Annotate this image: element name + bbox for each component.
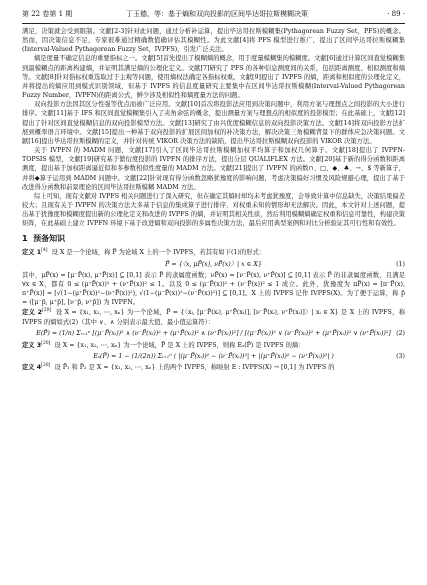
article-body <box>22 27 405 579</box>
definition-2 <box>22 308 405 326</box>
definition-label: 定义 3 <box>22 341 42 349</box>
paragraph: 关于 IVPFN 的 MADM 问题，文献[17]引入了区间毕达哥拉斯模糊加权平均算子和加权几何算子。文献[18]提出了 IVPFN-TOPSIS 模型，文献[19]研究基于繁衍度投影的 IVPFN 的排序方法，提出分层 QUALIFLEX 方法。文献[20]基于新的得分函数和距离测度，提出基于加权距离逼近似和多参数相似性度量的 MADM 方法。文献[21]提出了 IVPFN 的函数∩、□、◆、♣、→、$ 等新算子，并将◆算子运用到 MADM 问题中。文献[22]针对现有得分函数忽略犹豫度的影响问题，考虑决策偏好习惯及风险规避心理，提出了基于改进得分函数和前景理论的区间毕达哥拉斯模糊 MADM 方法。 <box>22 147 405 191</box>
equation-3 <box>22 352 405 361</box>
definition-3 <box>22 341 405 350</box>
definition-1 <box>22 248 405 257</box>
equation-formula: Eₛ(P̃) = 1 − (1/(2n)) Σᵢ₌₁ⁿ ( |(μ⁻P̃(xᵢ))² − (ν⁻P̃(xᵢ))²| + |(μ⁺P̃(xᵢ))² − (ν⁺P̃(xᵢ))²| ) <box>93 352 334 360</box>
journal-volume: 第 22 卷第 1 期 <box>22 10 73 18</box>
running-title: 丁玉德，等：基于熵和双向投影的区间毕达哥拉斯模糊决策 <box>126 10 308 18</box>
definition-text: 设 P̃₁ 和 P̃₂ 是 X = {x₁, x₂, ⋯, xₙ} 上的两个 IVPFS，称映射 E : IVPFS(X) → [0,1] 为 IVPFS 的 <box>54 364 335 371</box>
definition-label: 定义 2 <box>22 309 42 317</box>
equation-number: (3) <box>396 352 405 360</box>
definition-label: 定义 4 <box>22 364 42 371</box>
definition-label: 定义 1 <box>22 249 42 257</box>
section-title: 预备知识 <box>33 234 66 244</box>
definition-4 <box>22 363 405 372</box>
equation-1 <box>22 260 405 269</box>
definition-continuation: 其中，μP̃(x) = [μ⁻P̃(x), μ⁺P̃(x)] ⊆ [0,1] 表示 P̃ 的隶属度函数；νP̃(x) = [ν⁻P̃(x), ν⁺P̃(x)] ⊆ [0,1] 表示 P̃ 的非隶属度函数，且满足 ∀x ∈ X，都有 0 ≤ (μ⁺P̃(x))² + (ν⁺P̃(x))² ≤ 1。以及 0 ≤ (μ⁻P̃(x))² + (ν⁻P̃(x))² ≤ 1 成立。此外，犹豫度为 πP̃(x) = [π⁻P̃(x), π⁺P̃(x)] = [√(1−(μ⁺P̃(x))²−(ν⁺P̃(x))²), √(1−(μ⁻P̃(x))²−(ν⁻P̃(x))²)] ⊆ [0,1]。X 上的 IVPFS 记作 IVPFS(X)。为了便于运算，称 p̃ = ([μ⁻p̃, μ⁺p̃], [ν⁻p̃, ν⁺p̃]) 为 IVPFN。 <box>22 271 405 307</box>
paragraph: 双向投影方法因其区分性强等优点而被广泛应用。文献[10]首次将投影法应用到决策问题中，利用方案与理想点之间投影的大小进行排序。文献[11]基于 IFS 和区间直觉模糊集引入了夹角余弦的概念，提出测量方案与理想点的相似度的投影模型；在此基础上，文献[12]提出了针对区间直觉模糊信息的双向投影模型方法。文献[13]研究了由兴优度模糊信息的双向投影决策方法。文献[14]将双向投影方法扩展到概率语言环境中。文献[15]提出一种基于双向投影的扩展区间加权的补决策方法，解决决策三角模糊背景下的群体应急决策问题。文献[16]提出毕达哥拉斯模糊的定义，并针对传统 VIKOR 决策方法的缺陷，提出毕达哥拉斯模糊双向投影的 VIKOR 决策方法。 <box>22 101 405 145</box>
equation-formula: P̃ = {〈x, μP̃(x), νP̃(x)〉| x ∈ X} <box>165 260 262 268</box>
equation-2 <box>22 329 405 339</box>
equation-formula: E(P̃) = (1/n) Σᵢ₌₁ⁿ [(μ⁻P̃(xᵢ))² ∧ (ν⁻P̃(xᵢ))² + (μ⁺P̃(xᵢ))² ∧ (ν⁺P̃(xᵢ))²] / [(μ⁻P̃(xᵢ))² ∨ (ν⁻P̃(xᵢ))² + (μ⁺P̃(xᵢ))² ∨ (ν⁺P̃(xᵢ))²] <box>36 329 391 337</box>
citation: [20] <box>41 340 51 346</box>
running-header <box>22 9 405 24</box>
definition-text: 设 X 是一个论域，称 P̃ 为论域 X 上的一个 IVPFS，若其有如下(1)的形式： <box>51 249 266 257</box>
definition-text: 设 X = {x₁, x₂, ⋯, xₙ} 为一个论域，P̃ 是 X 上的 IVPFS，则称 Eₛ(P̃) 是 IVPFS 的熵： <box>54 341 305 349</box>
section-number: 1 <box>22 234 28 244</box>
definition-text: 设 X = {x₁, x₂, ⋯, xₙ} 为一个论域，P̃ = {〈xᵢ, [μ⁻P̃(xᵢ), μ⁺P̃(xᵢ)], [ν⁻P̃(xᵢ), ν⁺P̃(xᵢ)]〉| xᵢ ∈ X} 是 X 上的 IVPFS，称 IVPFS 的熵如式(2)（其中 ∨、∧ 分别表示最大值、最小值运算符）： <box>22 309 405 326</box>
citation: [20] <box>42 308 52 314</box>
section-heading <box>22 233 405 245</box>
equation-number: (2) <box>396 329 405 337</box>
page-number: · 89 · <box>387 10 405 18</box>
citation: [20] <box>41 362 51 368</box>
paragraph: 熵是度量不确定信息的重要指标之一。文献[5]首先提出了模糊熵的概念，用于度量模糊集的模糊度。文献[6]通过计算区间直觉模糊集到最模糊点的距离构建熵，并证明其满足熵的公理化定义。文献[7]研究了 PFS 的各种信息测度间的关系，包括距离测度、相似测度和熵等。文献[8]针对指标权重选取过于主观等问题，使用熵权法确定各指标权重。文献[9]提出了 IVPFS 的熵，距离和相似度的公理化定义，并将提出的熵应用到模式识别领域，但基于 IVPFS 的信息度量研究主要集中在区间毕达哥拉斯模糊(Interval-Valued Pythagorean Fuzzy Number，IVPFN)的距离公式，鲜少涉及相似性和熵度量方法的问题。 <box>22 55 405 100</box>
paragraph: 综上可知，现有文献对 IVPFS 相关问题进行了深入研究，但在确定其熵时却均未考虑犹豫度，会导致计算中信息缺失，决策结果偏差较大；且现有关于 IVPFN 的决策方法大多基于信息的集成算子进行排序，对权重未知的情形却无法解决。因此，本文针对上述问题，提出基于犹豫度和模糊度提出新的公理化定义和改进的 IVPFS 的熵，并证明其相关性质，然后利用模糊熵确定权重和信息可靠性，构建决策矩阵，在此基础上建立 IVPFN 环境下基于改进熵和双向投影的多属性决策方法，最后应用典型案例和对比分析验证其可行性和有效性。 <box>22 192 405 228</box>
equation-number: (1) <box>396 260 405 268</box>
paragraph: 满足，决策就会受到限制。文献[2-3]针对此问题，通过分析补运算，提出毕达哥拉斯模糊集(Pythagorean Fuzzy Set，PFS)的概念。然而，因决策信息不足，专家很难通过精确数值确评估其模糊性。为此文献[4]将 PFS 模型进行推广，提出了区间毕达哥拉斯模糊集(Interval-Valued Pythagorean Fuzzy Set，IVPFS)，引发广泛关注。 <box>22 28 405 54</box>
citation: [4] <box>41 248 48 254</box>
